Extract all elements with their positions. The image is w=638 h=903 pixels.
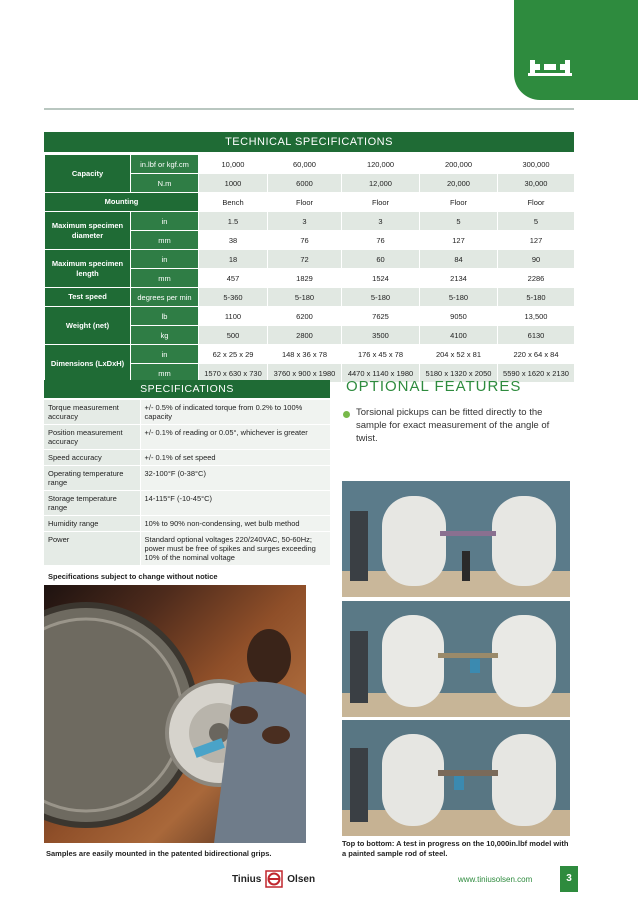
tech-cell: Floor [342, 193, 420, 212]
tech-cell: 6130 [498, 326, 575, 345]
tech-row-label: Weight (net) [45, 307, 131, 345]
tech-row-unit: in [131, 212, 199, 231]
torsion-machine-icon [528, 56, 572, 78]
spec-key: Operating temperature range [44, 466, 140, 491]
specs-heading: SPECIFICATIONS [44, 380, 330, 398]
spec-key: Torque measurement accuracy [44, 400, 140, 425]
tech-row-unit: kg [131, 326, 199, 345]
tech-row-label: Dimensions (LxDxH) [45, 345, 131, 383]
tech-cell: 1524 [342, 269, 420, 288]
tech-cell: 1.5 [199, 212, 268, 231]
bullet-icon [343, 411, 350, 418]
tech-cell: Floor [420, 193, 498, 212]
tech-cell: 300,000 [498, 155, 575, 174]
tech-cell: 5-180 [498, 288, 575, 307]
torsion-test-photo-3 [342, 720, 570, 836]
spec-key: Humidity range [44, 516, 140, 532]
tech-row [45, 288, 575, 307]
tech-cell: 5 [420, 212, 498, 231]
tech-row-unit: N.m [131, 174, 199, 193]
specs-table [44, 400, 330, 566]
tech-cell: 30,000 [498, 174, 575, 193]
tech-cell: 2286 [498, 269, 575, 288]
tech-cell: 7625 [342, 307, 420, 326]
tech-cell: 90 [498, 250, 575, 269]
tech-cell: 220 x 64 x 84 [498, 345, 575, 364]
spec-value: Standard optional voltages 220/240VAC, 50-60Hz; power must be free of spikes and surges exceeding 10% of the nominal voltage [140, 532, 330, 566]
spec-row [44, 516, 330, 532]
optional-features-heading: OPTIONAL FEATURES [346, 378, 522, 395]
tech-cell: 1000 [199, 174, 268, 193]
tech-cell: 3500 [342, 326, 420, 345]
tech-specs-heading: TECHNICAL SPECIFICATIONS [44, 132, 574, 152]
tech-cell: 457 [199, 269, 268, 288]
tech-cell: 500 [199, 326, 268, 345]
tech-cell: 1570 x 630 x 730 [199, 364, 268, 383]
spec-row [44, 450, 330, 466]
tech-cell: 84 [420, 250, 498, 269]
spec-value: 14-115°F (-10-45°C) [140, 491, 330, 516]
logo-text-right: Olsen [287, 873, 316, 885]
tech-row [45, 155, 575, 174]
tech-row-unit: mm [131, 364, 199, 383]
tech-cell: 5-180 [342, 288, 420, 307]
tech-cell: 12,000 [342, 174, 420, 193]
tech-cell: 60,000 [268, 155, 342, 174]
tech-cell: 200,000 [420, 155, 498, 174]
spec-row [44, 491, 330, 516]
tech-cell: 76 [268, 231, 342, 250]
tech-row [45, 193, 575, 212]
tech-row-unit: mm [131, 231, 199, 250]
tech-cell: 20,000 [420, 174, 498, 193]
tech-cell: 38 [199, 231, 268, 250]
tech-cell: 9050 [420, 307, 498, 326]
website-url[interactable]: www.tiniusolsen.com [458, 875, 533, 884]
tech-cell: 204 x 52 x 81 [420, 345, 498, 364]
tech-row-label: Maximum specimen length [45, 250, 131, 288]
spec-row [44, 466, 330, 491]
tech-cell: 127 [498, 231, 575, 250]
tech-cell: 18 [199, 250, 268, 269]
tech-row-label: Test speed [45, 288, 131, 307]
tech-cell: 10,000 [199, 155, 268, 174]
tech-cell: 5-360 [199, 288, 268, 307]
tech-cell: 5180 x 1320 x 2050 [420, 364, 498, 383]
tech-cell: 72 [268, 250, 342, 269]
tech-cell: 5-180 [268, 288, 342, 307]
tech-row-unit: lb [131, 307, 199, 326]
tech-cell: 2134 [420, 269, 498, 288]
tech-cell: Floor [498, 193, 575, 212]
torsion-test-photo-1 [342, 481, 570, 597]
spec-row [44, 400, 330, 425]
tech-row-unit: degrees per min [131, 288, 199, 307]
spec-row [44, 532, 330, 566]
tech-cell: 6200 [268, 307, 342, 326]
tech-row [45, 307, 575, 326]
logo-mark-icon [265, 870, 283, 888]
grip-mounting-photo [44, 585, 306, 843]
specs-note: Specifications subject to change without notice [48, 572, 218, 581]
tech-row [45, 345, 575, 364]
tech-cell: 60 [342, 250, 420, 269]
tech-cell: 6000 [268, 174, 342, 193]
torsion-test-photo-2 [342, 601, 570, 717]
tech-cell: 1829 [268, 269, 342, 288]
page-number: 3 [560, 866, 578, 892]
tech-cell: 176 x 45 x 78 [342, 345, 420, 364]
tech-row [45, 212, 575, 231]
tech-specs-table [44, 154, 575, 383]
corner-tab [514, 0, 638, 100]
tech-cell: 120,000 [342, 155, 420, 174]
tech-cell: 3760 x 900 x 1980 [268, 364, 342, 383]
logo-text-left: Tinius [232, 873, 262, 885]
spec-key: Position measurement accuracy [44, 425, 140, 450]
tech-cell: 5 [498, 212, 575, 231]
tech-cell: 76 [342, 231, 420, 250]
tech-cell: 62 x 25 x 29 [199, 345, 268, 364]
tech-cell: 1100 [199, 307, 268, 326]
tech-row-unit: in [131, 345, 199, 364]
spec-value: +/- 0.5% of indicated torque from 0.2% to 100% capacity [140, 400, 330, 425]
tech-row [45, 250, 575, 269]
spec-value: 10% to 90% non-condensing, wet bulb method [140, 516, 330, 532]
tech-row-unit: mm [131, 269, 199, 288]
spec-value: 32-100°F (0-38°C) [140, 466, 330, 491]
tech-row-label: Maximum specimen diameter [45, 212, 131, 250]
spec-row [44, 425, 330, 450]
tech-row-unit: in [131, 250, 199, 269]
tech-cell: 2800 [268, 326, 342, 345]
tech-cell: 4470 x 1140 x 1980 [342, 364, 420, 383]
spec-key: Speed accuracy [44, 450, 140, 466]
tech-cell: Floor [268, 193, 342, 212]
optional-feature-item: Torsional pickups can be fitted directly to the sample for exact measurement of the angle of twist. [356, 407, 550, 444]
spec-value: +/- 0.1% of reading or 0.05°, whichever is greater [140, 425, 330, 450]
header-rule [44, 108, 574, 110]
tech-cell: 4100 [420, 326, 498, 345]
spec-key: Storage temperature range [44, 491, 140, 516]
right-photo-caption: Top to bottom: A test in progress on the 10,000in.lbf model with a painted sample rod of steel. [342, 839, 569, 858]
tech-cell: 3 [268, 212, 342, 231]
tech-cell: 13,500 [498, 307, 575, 326]
tech-row-label: Capacity [45, 155, 131, 193]
tech-row-unit: in.lbf or kgf.cm [131, 155, 199, 174]
tech-cell: 5-180 [420, 288, 498, 307]
tech-cell: Bench [199, 193, 268, 212]
spec-key: Power [44, 532, 140, 566]
tech-cell: 148 x 36 x 78 [268, 345, 342, 364]
tech-cell: 3 [342, 212, 420, 231]
spec-value: +/- 0.1% of set speed [140, 450, 330, 466]
tech-row-label: Mounting [45, 193, 199, 212]
tinius-olsen-logo [232, 870, 315, 888]
tech-cell: 127 [420, 231, 498, 250]
left-photo-caption: Samples are easily mounted in the patented bidirectional grips. [46, 849, 272, 858]
tech-cell: 5590 x 1620 x 2130 [498, 364, 575, 383]
